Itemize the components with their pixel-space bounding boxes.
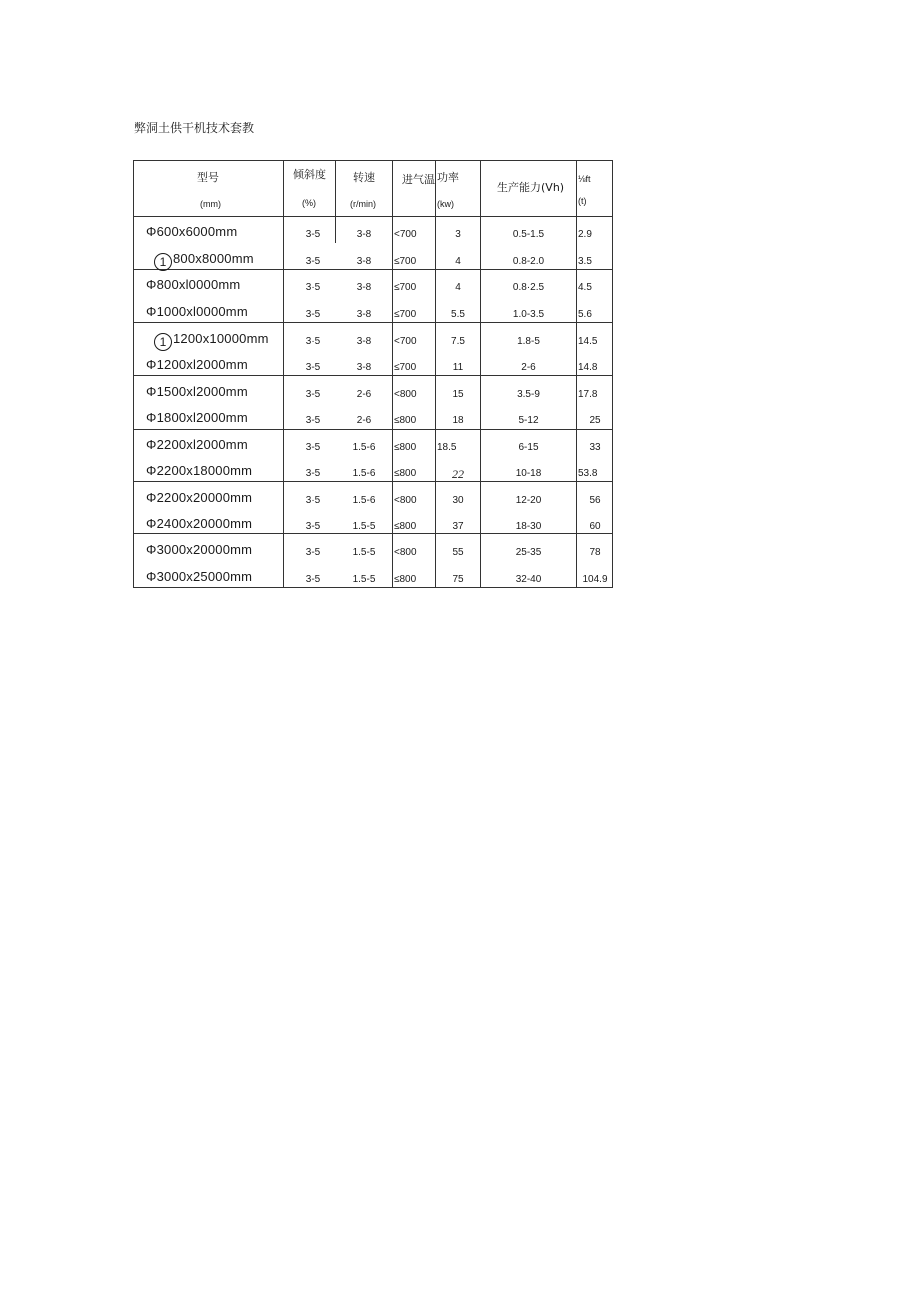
- temp-cell: <800: [394, 547, 417, 558]
- model-label: 1000xl0000mm: [156, 304, 248, 319]
- diameter-symbol: Φ: [146, 569, 157, 584]
- weight-cell: 4.5: [578, 282, 592, 293]
- temp-cell: ≤700: [394, 256, 417, 267]
- power-cell: 5.5: [451, 309, 465, 320]
- temp-cell: ≤800: [394, 574, 417, 585]
- group-divider: [134, 375, 612, 376]
- col-divider: [392, 161, 393, 587]
- capacity-cell: 10-18: [515, 468, 542, 479]
- incline-cell: 3-5: [305, 256, 321, 267]
- speed-cell: 3-8: [356, 256, 372, 267]
- weight-cell: 3.5: [578, 256, 592, 267]
- temp-cell: <800: [394, 389, 417, 400]
- incline-cell: 3-5: [305, 362, 321, 373]
- weight-cell: 60: [589, 521, 601, 532]
- header-model-unit: (mm): [200, 199, 221, 209]
- model-label: 1200x10000mm: [173, 331, 269, 346]
- speed-cell: 1.5-5: [352, 521, 376, 532]
- weight-cell: 104.9: [582, 574, 608, 585]
- header-power-unit: (kw): [437, 199, 454, 209]
- capacity-cell: 1.8-5: [517, 336, 540, 347]
- model-cell: [146, 386, 248, 398]
- capacity-cell: 25-35: [515, 547, 542, 558]
- speed-cell: 3-8: [356, 336, 372, 347]
- weight-cell: 2.9: [578, 229, 592, 240]
- model-label: 800x8000mm: [173, 251, 254, 266]
- capacity-cell: 18-30: [515, 521, 542, 532]
- temp-cell: ≤700: [394, 282, 417, 293]
- model-cell: [146, 279, 240, 291]
- temp-cell: ≤800: [394, 442, 417, 453]
- power-cell: 4: [455, 256, 461, 267]
- spec-table: [133, 160, 613, 588]
- power-cell: 4: [455, 282, 461, 293]
- model-cell: [154, 333, 269, 351]
- power-cell: 18.5: [437, 442, 457, 453]
- diameter-symbol: Φ: [146, 490, 157, 505]
- model-cell: [146, 226, 237, 238]
- header-speed: 转速: [353, 171, 375, 184]
- header-model: 型号: [197, 171, 219, 184]
- speed-cell: 3-8: [356, 362, 372, 373]
- capacity-cell: 2-6: [521, 362, 536, 373]
- capacity-cell: 12-20: [515, 495, 542, 506]
- temp-cell: ≤800: [394, 468, 417, 479]
- incline-cell: 3-5: [305, 521, 321, 532]
- diameter-symbol: Φ: [146, 277, 157, 292]
- model-cell: [146, 412, 248, 424]
- diameter-symbol: Φ: [146, 357, 157, 372]
- model-cell: [146, 571, 252, 583]
- temp-cell: <700: [394, 229, 417, 240]
- capacity-cell: 0.5-1.5: [512, 229, 545, 240]
- power-cell: 11: [452, 362, 464, 373]
- model-cell: [146, 306, 248, 318]
- model-label: 2400x20000mm: [156, 516, 253, 531]
- weight-cell: 5.6: [578, 309, 592, 320]
- weight-cell: 14.8: [578, 362, 598, 373]
- model-label: 1200xl2000mm: [156, 357, 248, 372]
- model-cell: [146, 518, 252, 530]
- incline-cell: 3-5: [305, 547, 321, 558]
- model-label: 1500xl2000mm: [156, 384, 248, 399]
- diameter-symbol: Φ: [146, 542, 157, 557]
- weight-cell: 25: [589, 415, 601, 426]
- temp-cell: ≤700: [394, 309, 417, 320]
- incline-cell: 3·5: [305, 282, 321, 293]
- speed-cell: 3-8: [356, 282, 372, 293]
- col-divider: [283, 161, 284, 587]
- document-title: 弊洞土供干机技术套教: [134, 121, 255, 135]
- power-cell: 15: [452, 389, 464, 400]
- header-divider: [134, 216, 612, 217]
- speed-cell: 1.5-6: [352, 468, 376, 479]
- header-incline: 倾斜度: [293, 168, 326, 181]
- incline-cell: 3-5: [305, 309, 321, 320]
- group-divider: [134, 533, 612, 534]
- model-label: 3000x20000mm: [156, 542, 253, 557]
- circled-number-marker: 1: [154, 333, 172, 351]
- diameter-symbol: Φ: [146, 384, 157, 399]
- power-cell: 3: [455, 229, 461, 240]
- incline-cell: 3-5: [305, 389, 321, 400]
- group-divider: [134, 481, 612, 482]
- temp-cell: ≤800: [394, 415, 417, 426]
- model-label: 800xl0000mm: [156, 277, 241, 292]
- power-cell: 18: [452, 415, 464, 426]
- model-cell: [146, 544, 252, 556]
- weight-cell: 17.8: [578, 389, 598, 400]
- diameter-symbol: Φ: [146, 463, 157, 478]
- model-cell: [146, 359, 248, 371]
- header-weight: ⅛ft: [578, 174, 591, 184]
- capacity-cell: 32-40: [515, 574, 542, 585]
- speed-cell: 1.5-6: [352, 495, 376, 506]
- header-incline-unit: (%): [302, 198, 316, 208]
- power-cell: 55: [452, 547, 464, 558]
- circled-number-marker: 1: [154, 253, 172, 271]
- header-temp: 进气温: [402, 173, 435, 186]
- power-cell: 22: [452, 467, 464, 481]
- model-label: 600x6000mm: [156, 224, 238, 239]
- col-divider: [576, 161, 577, 587]
- header-weight-unit: (t): [578, 196, 587, 206]
- diameter-symbol: Φ: [146, 410, 157, 425]
- header-power: 功率: [437, 171, 459, 184]
- incline-cell: 3-5: [305, 229, 321, 240]
- model-label: 1800xl2000mm: [156, 410, 248, 425]
- capacity-cell: 1.0-3.5: [512, 309, 545, 320]
- capacity-cell: 0.8·2.5: [512, 282, 545, 293]
- speed-cell: 1.5-6: [352, 442, 376, 453]
- weight-cell: 53.8: [578, 468, 598, 479]
- power-cell: 37: [452, 521, 464, 532]
- model-cell: [146, 465, 252, 477]
- model-label: 3000x25000mm: [156, 569, 253, 584]
- diameter-symbol: Φ: [146, 516, 157, 531]
- power-cell: 30: [452, 495, 464, 506]
- speed-cell: 1.5-5: [352, 547, 376, 558]
- incline-cell: 3·5: [305, 495, 321, 506]
- incline-cell: 3·5: [305, 336, 321, 347]
- model-cell: [146, 492, 252, 504]
- col-divider-partial: [335, 161, 336, 243]
- weight-cell: 14.5: [578, 336, 598, 347]
- capacity-cell: 6-15: [518, 442, 539, 453]
- speed-cell: 3-8: [356, 229, 372, 240]
- group-divider: [134, 429, 612, 430]
- header-capacity: 生产能力(Vh): [497, 181, 565, 194]
- header-speed-unit: (r/min): [350, 199, 376, 209]
- temp-cell: ≤700: [394, 362, 417, 373]
- weight-cell: 78: [589, 547, 601, 558]
- group-divider: [134, 322, 612, 323]
- model-cell: [146, 439, 248, 451]
- incline-cell: 3-5: [305, 468, 321, 479]
- diameter-symbol: Φ: [146, 224, 157, 239]
- weight-cell: 33: [589, 442, 601, 453]
- capacity-cell: 0.8-2.0: [512, 256, 545, 267]
- capacity-cell: 3.5-9: [517, 389, 540, 400]
- incline-cell: 3-5: [305, 574, 321, 585]
- speed-cell: 2-6: [356, 415, 372, 426]
- temp-cell: ≤800: [394, 521, 417, 532]
- capacity-cell: 5-12: [518, 415, 539, 426]
- model-label: 2200x18000mm: [156, 463, 253, 478]
- speed-cell: 2-6: [356, 389, 372, 400]
- model-label: 2200xl2000mm: [156, 437, 248, 452]
- incline-cell: 3-5: [305, 442, 321, 453]
- diameter-symbol: Φ: [146, 437, 157, 452]
- weight-cell: 56: [589, 495, 601, 506]
- power-cell: 7.5: [451, 336, 465, 347]
- model-label: 2200x20000mm: [156, 490, 253, 505]
- diameter-symbol: Φ: [146, 304, 157, 319]
- incline-cell: 3-5: [305, 415, 321, 426]
- model-cell: [154, 253, 254, 271]
- power-cell: 75: [452, 574, 464, 585]
- speed-cell: 3-8: [356, 309, 372, 320]
- speed-cell: 1.5-5: [352, 574, 376, 585]
- temp-cell: <700: [394, 336, 417, 347]
- temp-cell: <800: [394, 495, 417, 506]
